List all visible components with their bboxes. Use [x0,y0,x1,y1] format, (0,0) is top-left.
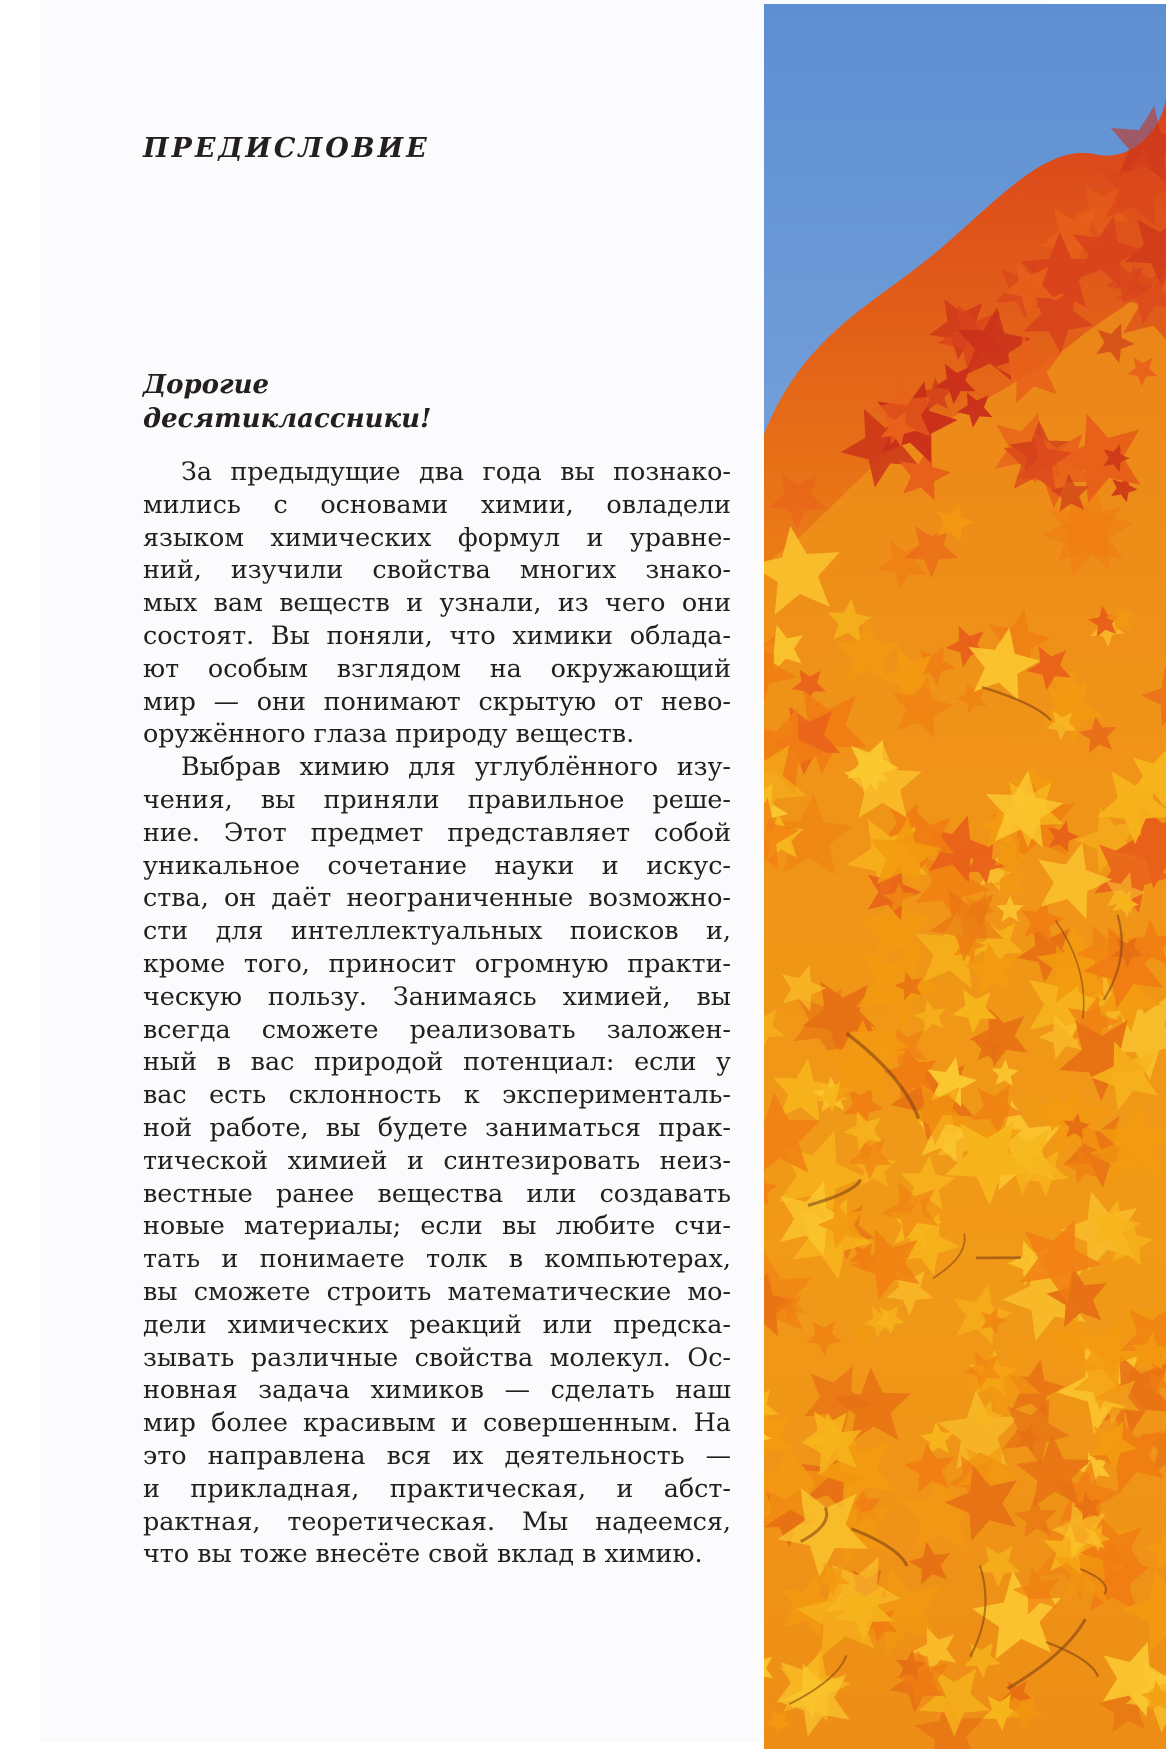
text-line: вас есть склонность к эксперименталь- [143,1079,731,1110]
text-line: ют особым взглядом на окружающий [143,652,731,683]
text-line: тической химией и синтезировать неиз- [143,1144,731,1175]
text-line: и прикладная, практическая, и абст- [143,1472,731,1503]
text-line: состоят. Вы поняли, что химики облада- [143,619,731,650]
greeting-line-1: Дорогие [143,370,270,400]
text-line: это направлена вся их деятельность — [143,1439,731,1470]
greeting-line-2: десятиклассники! [143,404,432,434]
text-line: чения, вы приняли правильное реше- [143,783,731,814]
text-line: дели химических реакций или предска- [143,1308,731,1339]
text-line: всегда сможете реализовать заложен- [143,1013,731,1044]
text-line: Выбрав химию для углублённого изу- [181,751,731,782]
text-line: уникальное сочетание науки и искус- [143,849,731,880]
paragraph-1 [143,455,731,750]
greeting [143,368,431,436]
page-title: ПРЕДИСЛОВИЕ [143,133,430,164]
text-line: рактная, теоретическая. Мы надеемся, [143,1505,731,1536]
paragraph-2 [143,750,731,1570]
text-line: что вы тоже внесёте свой вклад в химию. [143,1538,703,1569]
text-line: ной работе, вы будете заниматься прак- [143,1111,731,1142]
text-line: сти для интеллектуальных поисков и, [143,915,731,946]
text-line: новые материалы; если вы любите счи- [143,1210,731,1241]
text-line: вы сможете строить математические мо- [143,1275,731,1306]
text-line: мир — они понимают скрытую от нево- [143,685,731,716]
text-line: ный в вас природой потенциал: если у [143,1046,731,1077]
text-line: ческую пользу. Занимаясь химией, вы [143,980,731,1011]
text-line: мир более красивым и совершенным. На [143,1407,731,1438]
text-line: ний, изучили свойства многих знако- [143,554,731,585]
text-line: языком химических формул и уравне- [143,521,731,552]
text-line: ние. Этот предмет представляет собой [143,816,731,847]
preface-body [143,455,731,1570]
autumn-maple-leaves-photo [764,4,1166,1749]
text-line: оружённого глаза природу веществ. [143,718,635,749]
text-line: мились с основами химии, овладели [143,488,731,519]
text-line: вестные ранее вещества или создавать [143,1177,731,1208]
text-line: мых вам веществ и узнали, из чего они [143,587,731,618]
text-line: тать и понимаете толк в компьютерах, [143,1243,731,1274]
text-line: зывать различные свойства молекул. Ос- [143,1341,731,1372]
text-line: кроме того, приносит огромную практи- [143,947,731,978]
text-line: ства, он даёт неограниченные возможно- [143,882,731,913]
text-line: новная задача химиков — сделать наш [143,1374,731,1405]
text-line: За предыдущие два года вы познако- [181,456,731,486]
